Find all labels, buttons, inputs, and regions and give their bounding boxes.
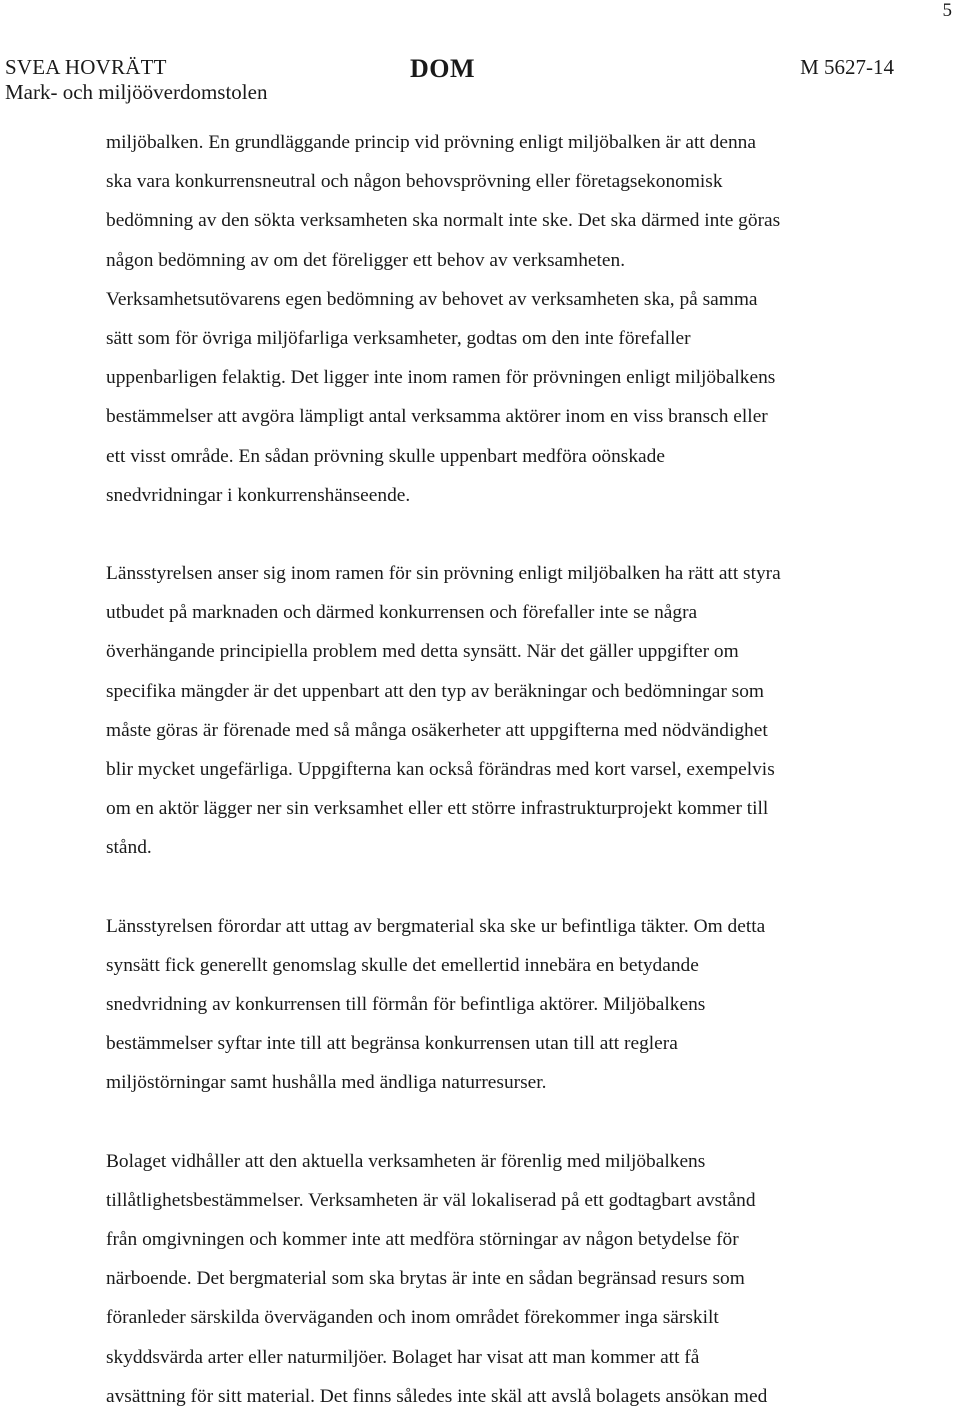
text-line: avsättning för sitt material. Det finns således inte skäl att avslå bolagets ansökan med bbox=[106, 1385, 768, 1407]
text-line: blir mycket ungefärliga. Uppgifterna kan också förändras med kort varsel, exempelvis bbox=[106, 759, 775, 781]
text-line: sätt som för övriga miljöfarliga verksamheter, godtas om den inte förefaller bbox=[106, 328, 691, 350]
text-line: om en aktör lägger ner sin verksamhet eller ett större infrastrukturprojekt kommer till bbox=[106, 798, 769, 820]
text-line: skyddsvärda arter eller naturmiljöer. Bolaget har visat att man kommer att få bbox=[106, 1346, 700, 1368]
text-line: någon bedömning av om det föreligger ett behov av verksamheten. bbox=[106, 249, 626, 271]
text-line: från omgivningen och kommer inte att medföra störningar av någon betydelse för bbox=[106, 1229, 739, 1251]
text-line: Bolaget vidhåller att den aktuella verksamheten är förenlig med miljöbalkens bbox=[106, 1150, 706, 1172]
case-number: M 5627-14 bbox=[800, 55, 894, 79]
text-line: synsätt fick generellt genomslag skulle det emellertid innebära en betydande bbox=[106, 954, 699, 976]
text-line: överhängande principiella problem med detta synsätt. När det gäller uppgifter om bbox=[106, 641, 739, 663]
paragraph bbox=[106, 554, 906, 868]
paragraph bbox=[106, 1142, 906, 1416]
text-line: Länsstyrelsen förordar att uttag av bergmaterial ska ske ur befintliga täkter. Om detta bbox=[106, 915, 766, 937]
paragraph bbox=[106, 907, 906, 1103]
text-line: utbudet på marknaden och därmed konkurrensen och förefaller inte se några bbox=[106, 602, 698, 624]
text-line: föranleder särskilda överväganden och inom området förekommer inga särskilt bbox=[106, 1307, 719, 1329]
document-body bbox=[106, 123, 906, 1416]
text-line: närboende. Det bergmaterial som ska brytas är inte en sådan begränsad resurs som bbox=[106, 1268, 745, 1290]
text-line: miljöstörningar samt hushålla med ändliga naturresurser. bbox=[106, 1072, 547, 1094]
paragraph bbox=[106, 123, 906, 515]
text-line: miljöbalken. En grundläggande princip vid prövning enligt miljöbalken är att denna bbox=[106, 132, 756, 153]
text-line: tillåtlighetsbestämmelser. Verksamheten är väl lokaliserad på ett godtagbart avstånd bbox=[106, 1189, 756, 1211]
text-line: ett visst område. En sådan prövning skulle uppenbart medföra oönskade bbox=[106, 445, 665, 467]
text-line: bedömning av den sökta verksamheten ska normalt inte ske. Det ska därmed inte göras bbox=[106, 210, 781, 232]
document-type: DOM bbox=[410, 54, 476, 83]
text-line: stånd. bbox=[106, 837, 152, 859]
court-division: Mark- och miljööverdomstolen bbox=[5, 80, 268, 104]
text-line: specifika mängder är det uppenbart att den typ av beräkningar och bedömningar som bbox=[106, 680, 764, 702]
text-line: bestämmelser att avgöra lämpligt antal verksamma aktörer inom en viss bransch eller bbox=[106, 406, 768, 428]
court-name: SVEA HOVRÄTT bbox=[5, 55, 167, 79]
page-number: 5 bbox=[942, 0, 952, 21]
text-line: Verksamhetsutövarens egen bedömning av behovet av verksamheten ska, på samma bbox=[106, 288, 758, 310]
text-line: snedvridningar i konkurrenshänseende. bbox=[106, 484, 411, 506]
text-line: måste göras är förenade med så många osäkerheter att uppgifterna med nödvändighet bbox=[106, 719, 768, 741]
text-line: ska vara konkurrensneutral och någon behovsprövning eller företagsekonomisk bbox=[106, 171, 723, 193]
text-line: uppenbarligen felaktig. Det ligger inte inom ramen för prövningen enligt miljöbalkens bbox=[106, 367, 776, 389]
text-line: snedvridning av konkurrensen till förmån för befintliga aktörer. Miljöbalkens bbox=[106, 994, 706, 1016]
text-line: bestämmelser syftar inte till att begränsa konkurrensen utan till att reglera bbox=[106, 1033, 678, 1055]
text-line: Länsstyrelsen anser sig inom ramen för sin prövning enligt miljöbalken ha rätt att styra bbox=[106, 563, 781, 585]
